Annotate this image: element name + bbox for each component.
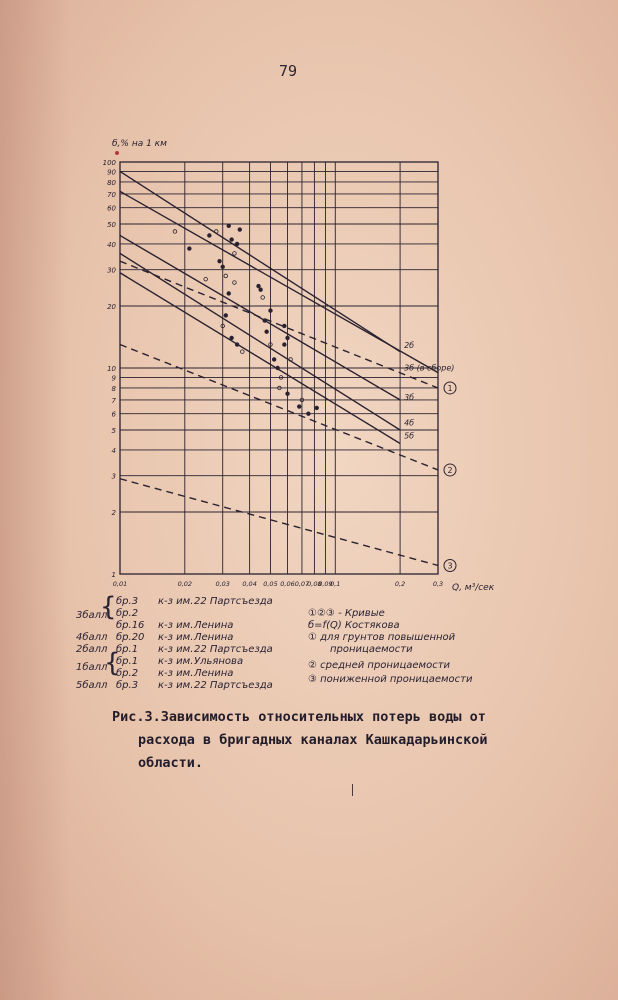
legend-note: ② средней проницаемости: [308, 660, 451, 671]
legend-br: бр.3: [116, 680, 139, 691]
y-tick-label: 4: [111, 446, 116, 455]
caption-line: Рис.3.Зависимость относительных потерь воды от: [112, 709, 486, 725]
y-tick-label: 100: [102, 159, 116, 167]
legend-farm: к-з им.: [158, 632, 194, 643]
legend-farm: к-з им.: [158, 644, 194, 655]
legend-grade: 2балл: [76, 644, 108, 655]
data-point: [265, 330, 269, 334]
data-point: [221, 265, 225, 269]
curve-number-label: 1: [447, 383, 453, 393]
legend-br: бр.3: [116, 596, 139, 607]
data-point: [224, 314, 228, 318]
series-label: 3б (в сборе): [404, 363, 455, 373]
y-tick-label: 2: [111, 508, 116, 517]
x-tick-label: 0,3: [432, 580, 444, 588]
legend-br: бр.2: [116, 608, 139, 619]
series-label: 5б: [404, 431, 415, 441]
series-line: [120, 235, 400, 399]
page-number: 79: [278, 62, 298, 80]
series-line: [120, 171, 400, 351]
series-line: [120, 273, 400, 444]
y-tick-label: 90: [107, 168, 116, 177]
curve-number-label: 3: [447, 561, 453, 571]
legend-farm: к-з им.: [158, 656, 194, 667]
legend-br: бр.1: [116, 644, 139, 655]
x-tick-label: 0,04: [242, 580, 257, 588]
caption-line: расхода в бригадных каналах Кашкадарьинской: [138, 732, 488, 748]
data-point: [233, 252, 237, 256]
data-point: [230, 238, 234, 242]
legend-note: ① для грунтов повышенной: [308, 632, 456, 643]
data-point: [272, 358, 276, 362]
data-point: [286, 336, 290, 340]
data-point: [286, 392, 290, 396]
legend-farm: к-з им.: [158, 680, 194, 691]
x-tick-label: 0,06: [280, 580, 295, 588]
x-tick-label: 0,08: [307, 580, 322, 588]
x-tick-label: 0,07: [294, 580, 310, 588]
data-point: [224, 274, 228, 278]
y-tick-label: 70: [107, 190, 116, 199]
curve-number-label: 2: [447, 465, 453, 475]
y-tick-label: 3: [111, 472, 116, 481]
chart-legend: [76, 592, 506, 696]
y-tick-label: 20: [107, 302, 116, 311]
y-tick-label: 7: [111, 396, 116, 405]
data-point: [227, 224, 231, 228]
legend-farm-name: Ульянова: [194, 656, 244, 667]
x-tick-label: 0,01: [112, 580, 128, 588]
data-point: [227, 292, 231, 296]
series-line: [120, 479, 438, 566]
data-point: [283, 324, 287, 328]
y-tick-label: 8: [111, 384, 116, 393]
data-point: [257, 284, 261, 288]
y-tick-label: 6: [111, 410, 116, 419]
x-tick-label: 0,03: [215, 580, 230, 588]
y-tick-label: 40: [107, 240, 116, 249]
legend-br: бр.1: [116, 656, 139, 667]
data-point: [241, 350, 245, 354]
data-point: [218, 259, 222, 263]
y-axis-label: б,% на 1 км: [112, 139, 167, 149]
data-point: [269, 309, 273, 313]
legend-note: ③ пониженной проницаемости: [308, 674, 473, 685]
data-point: [188, 247, 192, 251]
data-point: [230, 336, 234, 340]
data-point: [259, 288, 263, 292]
series-label: 4б: [404, 418, 415, 428]
x-tick-label: 0,2: [394, 580, 406, 588]
figure-caption: [112, 706, 512, 775]
series-label: 3б: [404, 393, 415, 403]
data-point: [235, 242, 239, 246]
data-point: [204, 277, 208, 281]
legend-grade: 1балл: [76, 662, 108, 673]
x-tick-label: 0,09: [318, 580, 333, 588]
x-tick-label: 0,02: [177, 580, 193, 588]
data-point: [235, 343, 239, 347]
legend-grade: 4балл: [76, 632, 108, 643]
legend-farm-name: Ленина: [194, 632, 234, 643]
x-tick-label: 0,1: [330, 580, 341, 588]
series-line: [120, 253, 400, 430]
legend-farm: к-з им.: [158, 596, 194, 607]
caption-line: области.: [138, 755, 204, 771]
legend-grade: 5балл: [76, 680, 108, 691]
data-point: [233, 281, 237, 285]
legend-br: бр.2: [116, 668, 139, 679]
legend-note: б=f(Q) Костякова: [308, 620, 400, 631]
legend-farm-name: 22 Партсъезда: [194, 680, 273, 691]
y-tick-label: 60: [107, 204, 116, 213]
data-point: [263, 319, 267, 323]
legend-brace: {: [100, 592, 117, 622]
data-point: [315, 406, 319, 410]
legend-note: ①②③ - Кривые: [308, 608, 385, 619]
data-point: [297, 405, 301, 409]
y-tick-label: 10: [107, 365, 116, 373]
data-point: [261, 296, 265, 300]
data-point: [173, 230, 177, 234]
y-tick-label: 5: [111, 427, 116, 436]
legend-farm-name: Ленина: [194, 668, 234, 679]
legend-farm-name: Ленина: [194, 620, 234, 631]
x-tick-label: 0,05: [263, 580, 278, 588]
legend-note: проницаемости: [330, 644, 413, 655]
ink-dot-mark: [115, 151, 119, 155]
series-label: 2б: [404, 340, 415, 350]
legend-farm-name: 22 Партсъезда: [194, 644, 273, 655]
series-line: [120, 191, 438, 372]
data-point: [238, 228, 242, 232]
legend-farm: к-з им.: [158, 620, 194, 631]
legend-farm-name: 22 Партсъезда: [194, 596, 273, 607]
legend-br: бр.16: [116, 620, 145, 631]
series-line: [120, 345, 438, 470]
y-tick-label: 1: [111, 571, 116, 579]
data-point: [283, 343, 287, 347]
y-tick-label: 50: [107, 221, 116, 230]
legend-brace: {: [104, 648, 121, 678]
y-tick-label: 9: [111, 374, 116, 383]
legend-farm: к-з им.: [158, 668, 194, 679]
x-axis-label: Q, м³/сек: [452, 583, 495, 593]
legend-grade: 3балл: [76, 610, 108, 621]
data-point: [276, 366, 280, 370]
data-point: [208, 234, 212, 238]
legend-br: бр.20: [116, 632, 145, 643]
data-point: [307, 412, 311, 416]
y-tick-label: 80: [107, 178, 116, 187]
stray-pen-mark: [352, 784, 353, 796]
y-tick-label: 30: [107, 266, 116, 275]
